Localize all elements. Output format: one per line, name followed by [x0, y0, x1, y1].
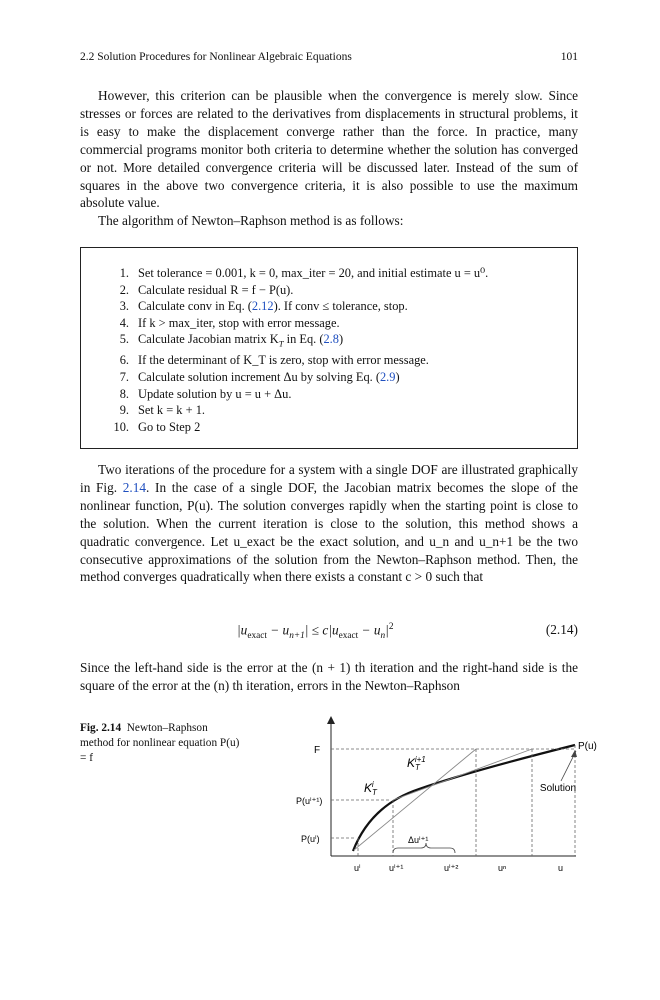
caption-label: Fig. 2.14: [80, 722, 122, 734]
curve-p: [353, 745, 575, 851]
label-ui1: uⁱ⁺¹: [389, 863, 404, 873]
paragraph-4: [80, 659, 578, 695]
page-number: 101: [560, 51, 578, 63]
algorithm-list: [99, 265, 488, 435]
label-solution: Solution: [539, 783, 577, 794]
section-title: 2.2 Solution Procedures for Nonlinear Algebraic Equations: [80, 51, 352, 63]
algorithm-step: [99, 265, 488, 282]
step-text: Calculate residual R = f − P(u).: [138, 282, 294, 297]
label-delta-u: Δuⁱ⁺¹: [408, 835, 429, 845]
paragraph-2-text: The algorithm of Newton–Raphson method is as follows:: [98, 213, 404, 228]
paragraph-3-text-b: . In the case of a single DOF, the Jacobian matrix becomes the slope of the nonlinear function, P(u). The solution converges rapidly when the starting point is close to the solution. When the current iteration is close to the solution, this method shows a quadratic convergence. Let u_exact be the exact solution, and u_n and u_n+1 be the two consecutive approximations of the solution from the Newton–Raphson method. Then, the method converges quadratically when there exists a constant c > 0 such that: [80, 479, 578, 585]
algorithm-box: [80, 247, 578, 449]
algorithm-step: [99, 282, 488, 299]
running-header: [80, 51, 578, 63]
step-text: Set k = k + 1.: [138, 403, 205, 418]
label-pu: P(u): [578, 741, 597, 752]
solution-arrowhead: [571, 750, 577, 757]
label-ui: uⁱ: [354, 863, 361, 873]
algorithm-step: [99, 298, 488, 315]
step-number: 9.: [119, 403, 129, 418]
equation-link[interactable]: 2.8: [323, 332, 339, 347]
label-un: uⁿ: [498, 863, 507, 873]
step-number: 8.: [119, 386, 129, 401]
label-kt-i1: $K_Ti+1$: [407, 755, 426, 772]
label-kt-i: $K_Ti$: [364, 780, 377, 797]
step-text: Calculate conv in Eq. (2.12). If conv ≤ tolerance, stop.: [138, 299, 408, 314]
equation-link[interactable]: 2.12: [251, 299, 274, 314]
equation-link[interactable]: 2.9: [379, 370, 396, 385]
label-ui2: uⁱ⁺²: [444, 863, 459, 873]
equation-number: (2.14): [545, 622, 578, 637]
y-axis-arrow: [327, 716, 335, 724]
step-text: Calculate Jacobian matrix $K_T$ in Eq. (2.8): [138, 332, 344, 349]
paragraph-2: [80, 212, 578, 230]
step-text: Update solution by u = u + Δu.: [138, 386, 292, 401]
step-number: 2.: [119, 282, 129, 297]
step-text: Set tolerance = 0.001, k = 0, max_iter = 20, and initial estimate u = u⁰.: [138, 266, 489, 280]
algorithm-step: [99, 315, 488, 332]
paragraph-1: [80, 87, 578, 212]
algorithm-step: [99, 352, 488, 369]
step-text: Calculate solution increment Δu by solving Eq. (2.9): [138, 370, 400, 385]
step-number: 3.: [119, 299, 129, 314]
algorithm-step: [99, 369, 488, 386]
step-text: Go to Step 2: [138, 419, 201, 434]
step-text: If the determinant of K_T is zero, stop with error message.: [138, 353, 429, 368]
newton-raphson-figure: [296, 715, 597, 880]
algorithm-step: [99, 419, 488, 436]
algorithm-step: [99, 386, 488, 403]
step-number: 7.: [119, 370, 129, 385]
label-u: u: [558, 863, 564, 873]
paragraph-1-text: However, this criterion can be plausible when the convergence is merely slow. Since stresses or forces are related to the derivatives from displacements in structural problems, it is easy to make the displacement converge rather than the force. In practice, many commercial programs monitor both criteria to determine whether the solution has converged or not. More detailed convergence criteria will be discussed later. Instead of the sum of squares in the above two convergence criteria, it is also possible to use the maximum absolute value.: [80, 88, 578, 211]
algorithm-step: [99, 402, 488, 419]
step-number: 10.: [113, 419, 129, 434]
label-f: F: [314, 745, 321, 756]
paragraph-3-text-a: Two iterations of the procedure for a system with a single DOF are illustrated graphically in Fig.: [80, 462, 578, 495]
caption-text: Newton–Raphson method for nonlinear equation P(u) = f: [80, 722, 240, 764]
figure-link[interactable]: 2.14: [122, 479, 147, 495]
step-number: 6.: [119, 353, 129, 368]
step-number: 1.: [119, 266, 129, 280]
algorithm-step: [99, 331, 488, 352]
step-number: 5.: [119, 332, 129, 347]
label-p-ui: P(uⁱ): [301, 834, 320, 844]
paragraph-4-text: Since the left-hand side is the error at the (n + 1) th iteration and the right-hand side is the square of the error at the (n) th iteration, errors in the Newton–Raphson: [80, 660, 578, 693]
figure-caption: [80, 721, 240, 765]
step-text: If k > max_iter, stop with error message.: [138, 315, 340, 330]
paragraph-3: [80, 461, 578, 586]
step-number: 4.: [119, 315, 129, 330]
label-p-ui1: P(uⁱ⁺¹): [296, 796, 323, 806]
equation-body: $|u_{exact} - u_{n+1}| \le c|u_{exact} - u_n|^2$: [237, 622, 394, 642]
